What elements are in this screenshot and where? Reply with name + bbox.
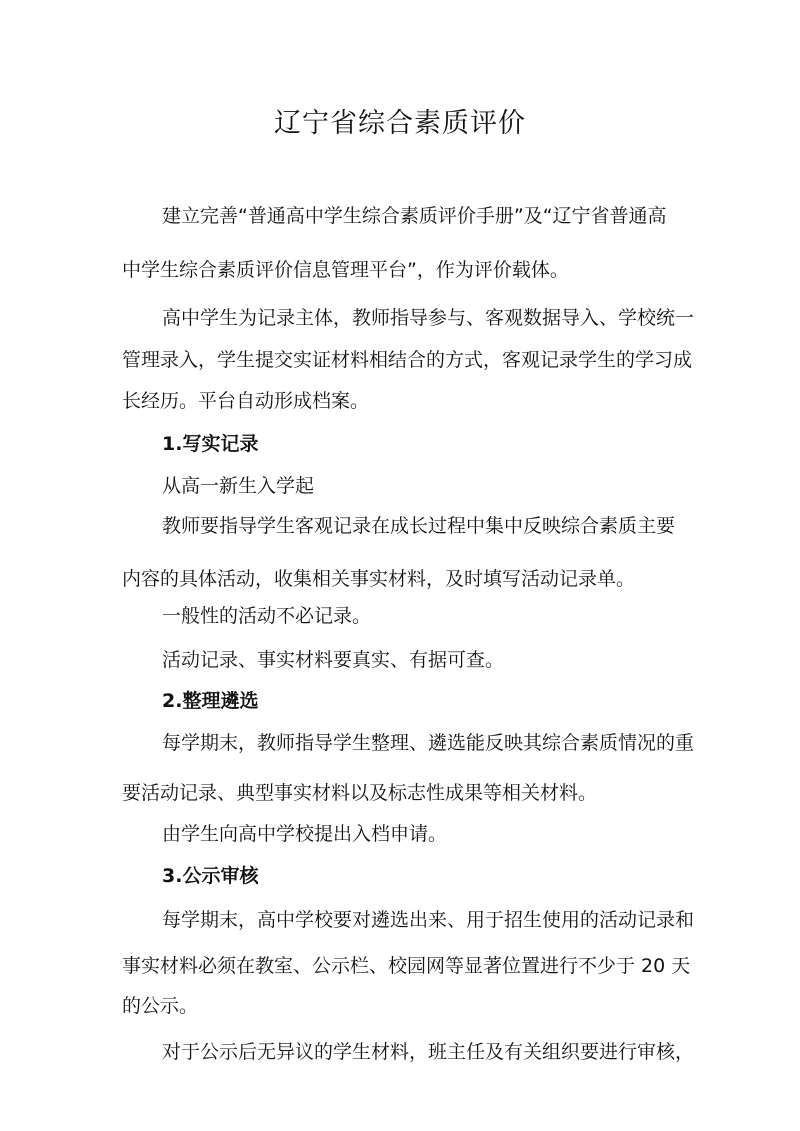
intro-line-1: 建立完善“普通高中学生综合素质评价手册”及“辽宁省普通高 [162, 205, 667, 227]
section1-item4: 活动记录、事实材料要真实、有据可查。 [162, 649, 505, 671]
section2-heading: 2.整理遴选 [162, 690, 259, 712]
section3-item2-line-1: 对于公示后无异议的学生材料，班主任及有关组织要进行审核， [162, 1041, 695, 1063]
section1-item1: 从高一新生入学起 [162, 475, 315, 497]
section2-item2: 由学生向高中学校提出入档申请。 [162, 823, 448, 845]
section1-item2-line-1: 教师要指导学生客观记录在成长过程中集中反映综合素质主要 [162, 515, 676, 537]
section1-item3: 一般性的活动不必记录。 [162, 605, 372, 627]
section3-item1-line-1: 每学期末，高中学校要对遴选出来、用于招生使用的活动记录和 [162, 909, 695, 931]
document-title: 辽宁省综合素质评价 [274, 108, 526, 139]
section3-item1-line-2: 事实材料必须在教室、公示栏、校园网等显著位置进行不少于 20 天 [122, 955, 691, 977]
section2-item1-line-1: 每学期末，教师指导学生整理、遴选能反映其综合素质情况的重 [162, 732, 695, 754]
para2-line-2: 管理录入，学生提交实证材料相结合的方式，客观记录学生的学习成 [122, 349, 693, 371]
section1-item2-line-2: 内容的具体活动，收集相关事实材料，及时填写活动记录单。 [122, 568, 636, 590]
intro-line-2: 中学生综合素质评价信息管理平台”，作为评价载体。 [122, 259, 569, 281]
para2-line-3: 长经历。平台自动形成档案。 [122, 390, 370, 412]
section1-heading: 1.写实记录 [162, 433, 259, 455]
para2-line-1: 高中学生为记录主体，教师指导参与、客观数据导入、学校统一 [162, 307, 695, 329]
section3-item1-line-3: 的公示。 [122, 995, 199, 1017]
section3-heading: 3.公示审核 [162, 865, 259, 887]
section2-item1-line-2: 要活动记录、典型事实材料以及标志性成果等相关材料。 [122, 782, 598, 804]
